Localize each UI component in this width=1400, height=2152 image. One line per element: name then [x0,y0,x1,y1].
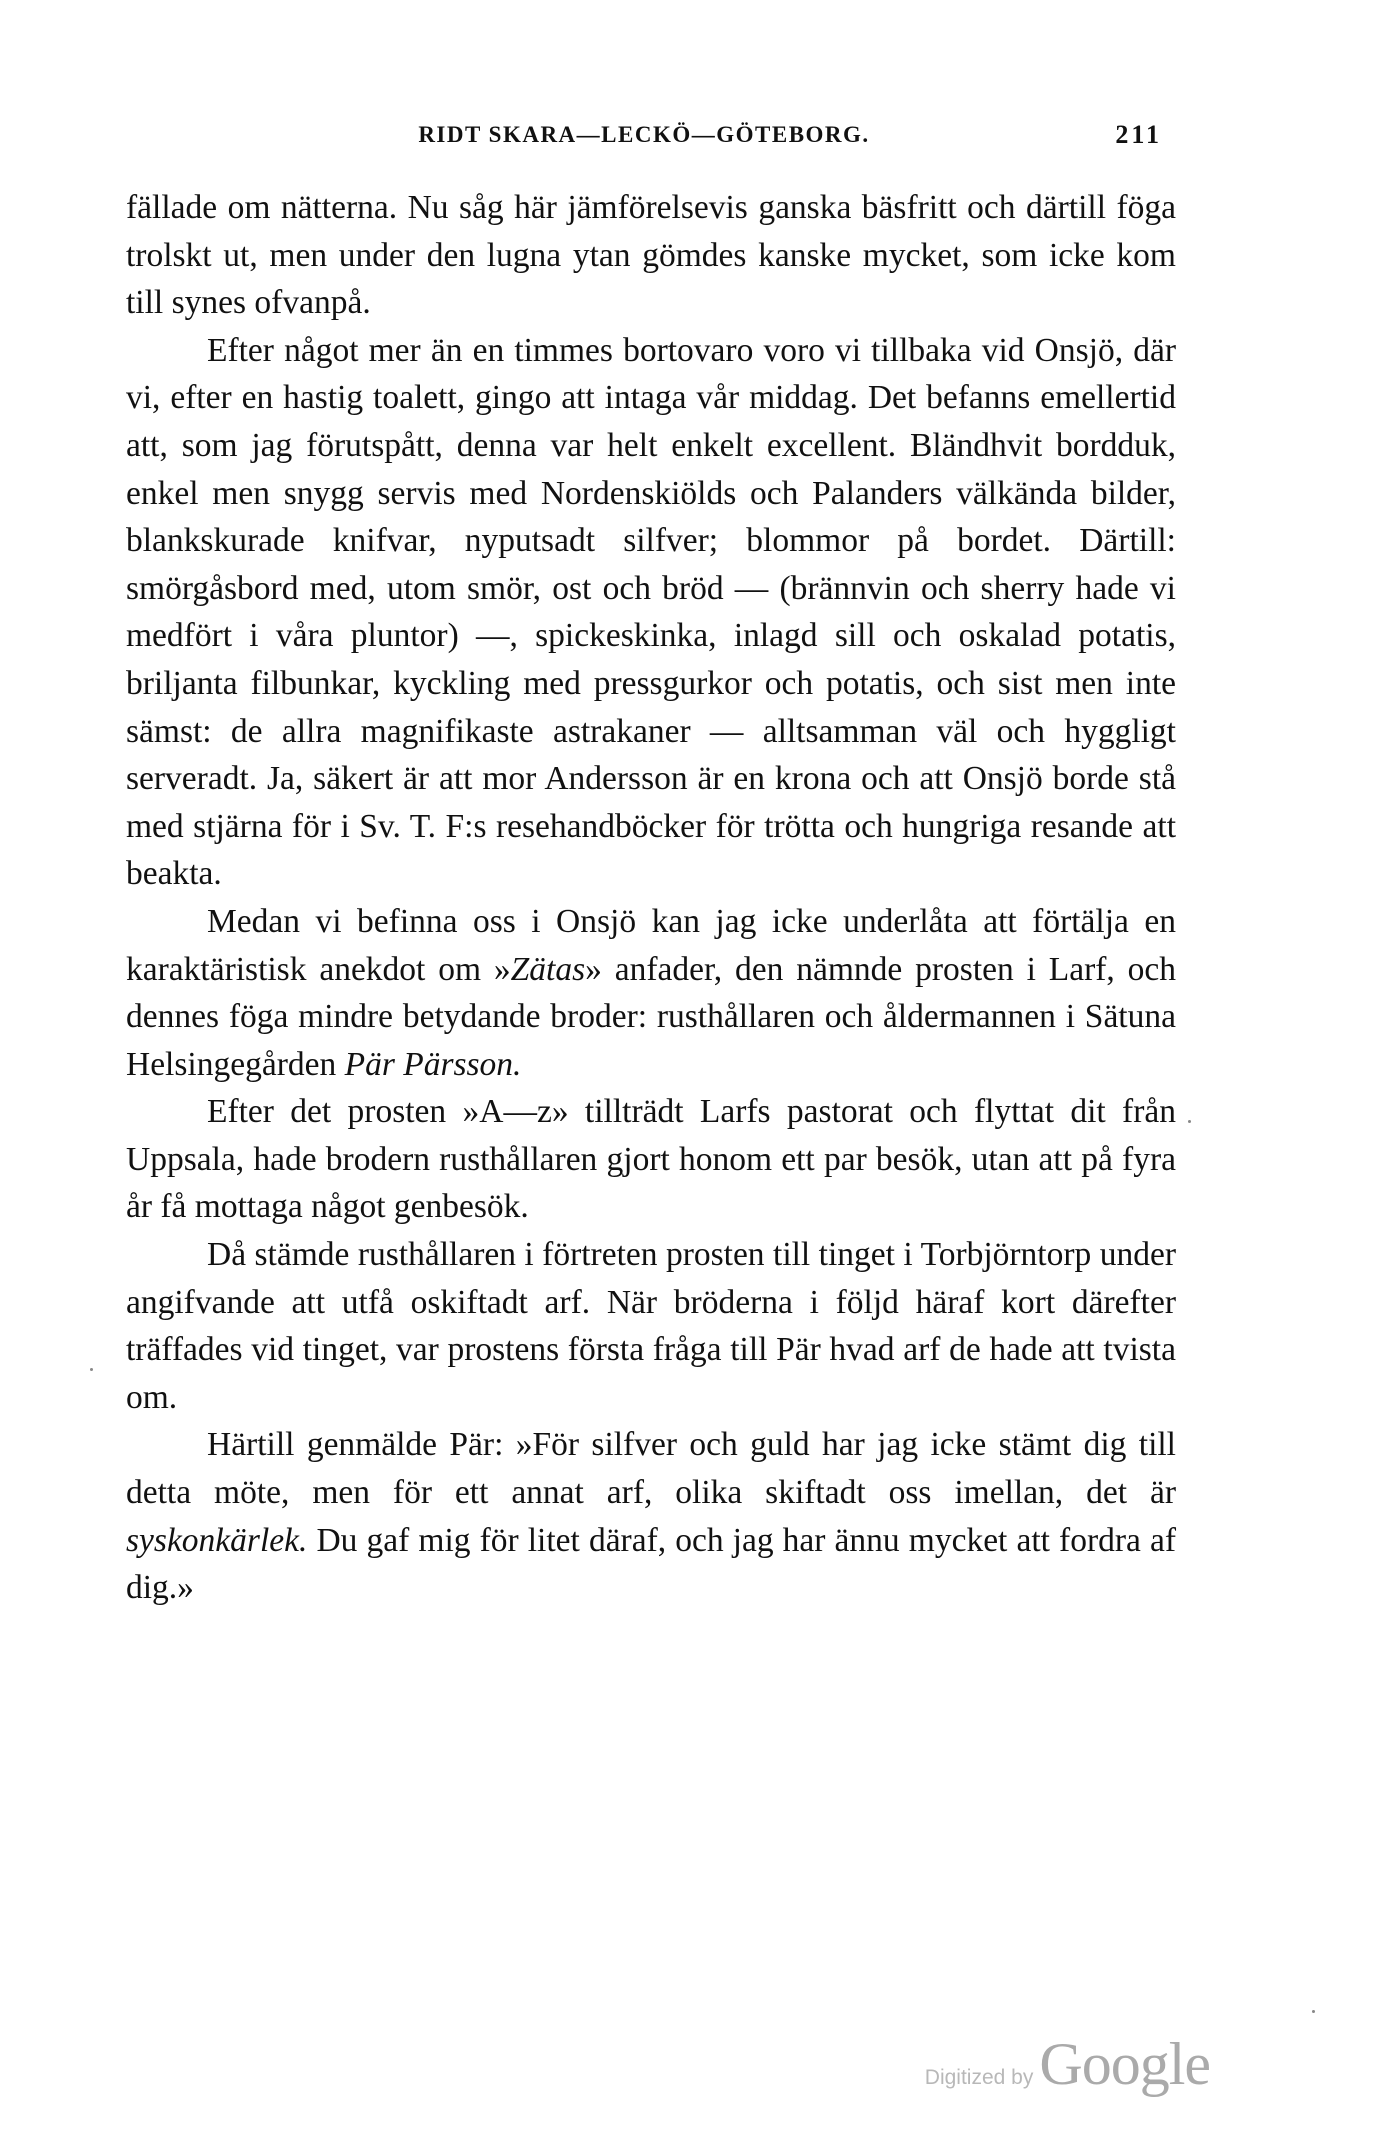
italic-text-segment: Zätas [510,950,586,988]
text-segment: Efter något mer än en timmes bortovaro voro vi tillbaka vid Onsjö, där vi, efter en hastig toalett, gingo att intaga vår middag. Det befanns emellertid att, som jag förutspått, denna var helt enkelt excellent. Bländhvit bordduk, enkel men snygg servis med Nordenskiölds och Palanders välkända bilder, blankskurade knifvar, nyputsadt silfver; blommor på bordet. Därtill: smörgåsbord med, utom smör, ost och bröd — (brännvin och sherry hade vi medfört i våra pluntor) —, spickeskinka, inlagd sill och oskalad potatis, briljanta filbunkar, kyckling med pressgurkor och potatis, och sist men inte sämst: de allra magnifikaste astrakaner — alltsamman väl och hyggligt serveradt. Ja, säkert är att mor Andersson är en krona och att Onsjö borde stå med stjärna för i Sv. T. F:s resehandböcker för trötta och hungriga resande att beakta. [126,331,1176,893]
paragraph [126,1421,1176,1611]
text-segment: Medan vi befinna oss i Onsjö kan jag icke underlåta att förtälja en karaktäristisk anekdot om » [126,902,1176,988]
digitized-label: Digitized by [924,2066,1034,2089]
paragraph [126,1231,1176,1421]
text-segment: fällade om nätterna. Nu såg här jämförelsevis ganska bäsfritt och därtill föga trolskt ut, men under den lugna ytan gömdes kanske mycket, som icke kom till synes ofvanpå. [126,189,1176,322]
text-segment: » anfader, den nämnde prosten i Larf, och dennes föga mindre betydande broder: rusthållaren och åldermannen i Sätuna Helsingegården [126,950,1176,1083]
text-segment: Härtill genmälde Pär: »För silfver och guld har jag icke stämt dig till detta möte, men för ett annat arf, olika skiftadt oss imellan, det är [126,1426,1176,1512]
italic-text-segment: Pär Pärsson. [344,1045,522,1083]
page-header [126,118,1162,158]
text-segment: Efter det prosten »A—z» tillträdt Larfs pastorat och flyttat dit från Uppsala, hade brodern rusthållaren gjort honom ett par besök, utan att på fyra år få mottaga något genbesök. [126,1093,1176,1226]
running-head: RIDT SKARA—LECKÖ—GÖTEBORG. [418,122,870,147]
google-logo: Google [1039,2031,1210,2097]
paragraph [126,327,1176,898]
italic-text-segment: syskonkärlek. [126,1521,308,1559]
paragraph [126,1088,1176,1231]
digitized-watermark [925,2030,1210,2110]
margin-speck [1188,1120,1191,1123]
margin-speck [90,1368,93,1371]
text-segment: Då stämde rusthållaren i förtreten prosten till tinget i Torbjörntorp under angifvande att utfå oskiftadt arf. När bröderna i följd häraf kort därefter träffades vid tinget, var prostens första fråga till Pär hvad arf de hade att tvista om. [126,1236,1176,1416]
paragraph [126,184,1176,327]
paragraph [126,898,1176,1088]
body-text [126,184,1176,1612]
page-number: 211 [1115,120,1162,149]
margin-speck [1312,2010,1315,2013]
text-segment: Du gaf mig för litet däraf, och jag har ännu mycket att fordra af dig.» [126,1521,1176,1607]
